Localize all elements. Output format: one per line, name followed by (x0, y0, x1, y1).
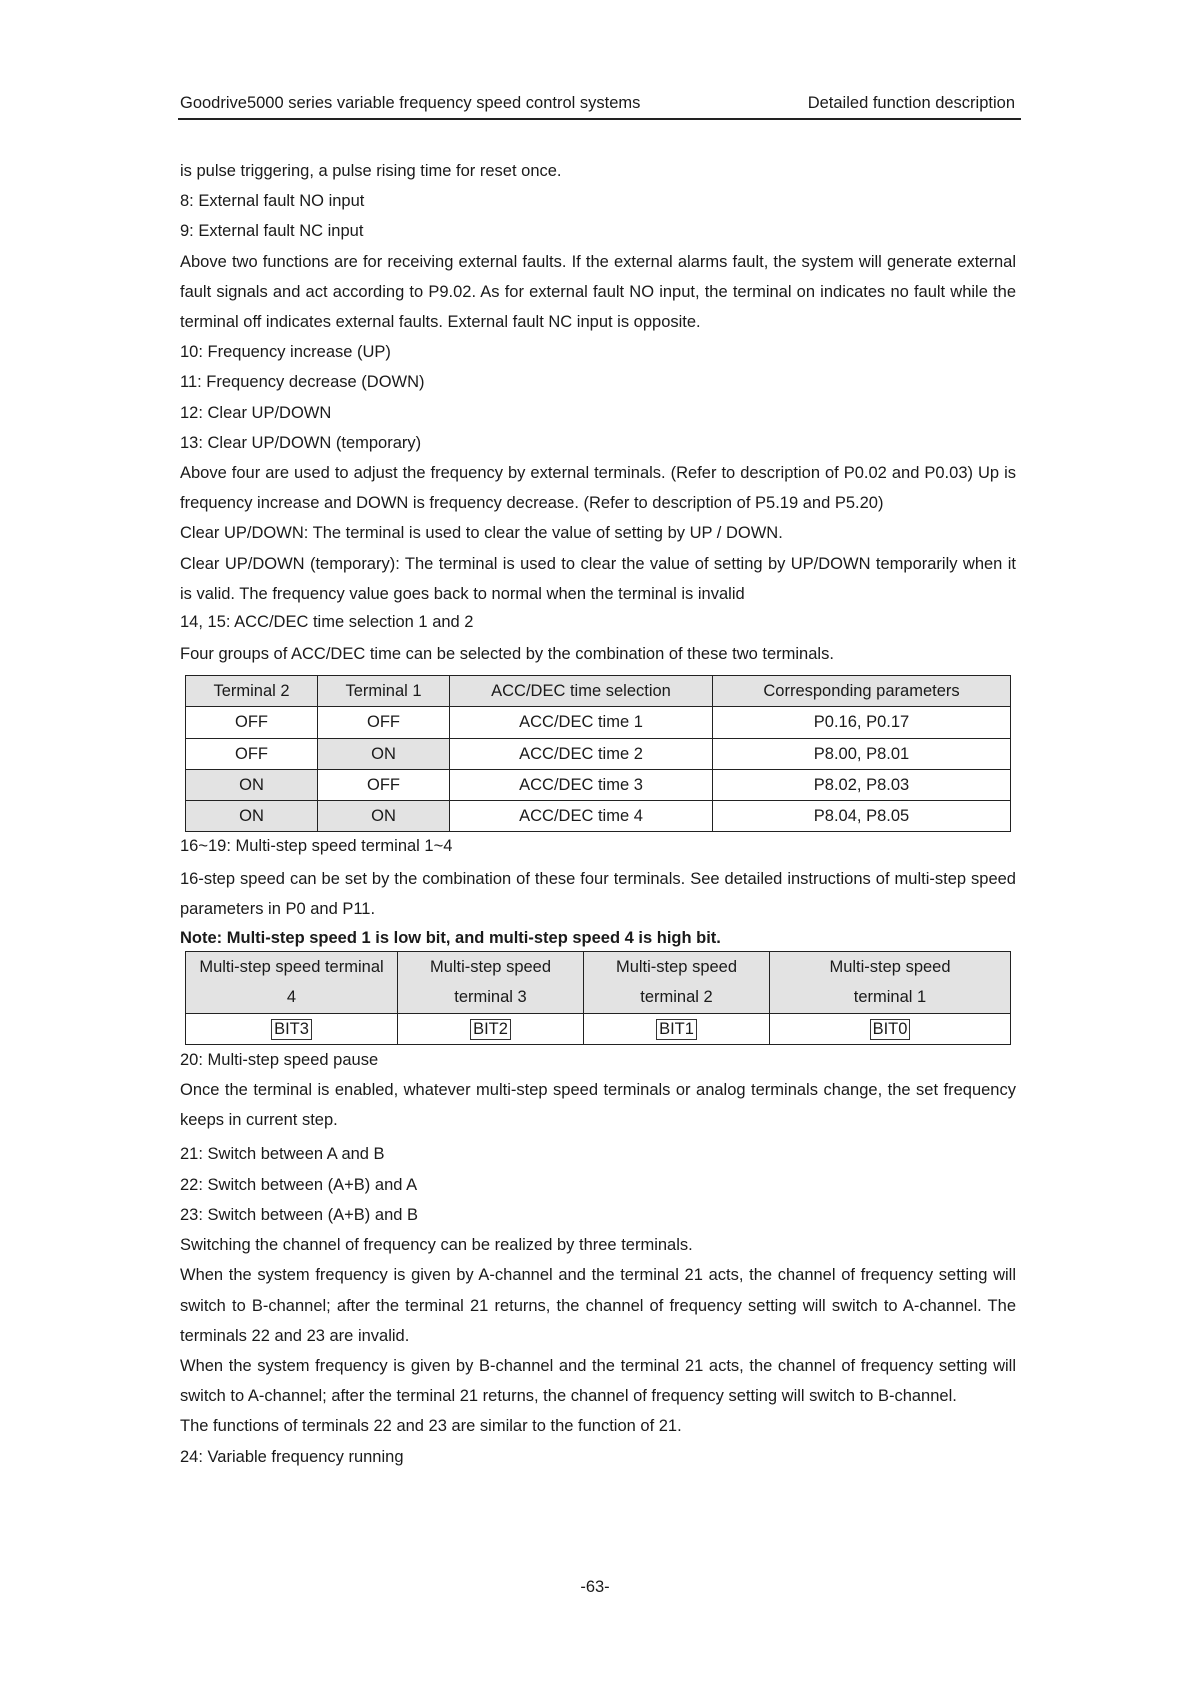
page-number: -63- (580, 1578, 610, 1596)
header-line: Multi-step speed (829, 958, 951, 977)
paragraph: 20: Multi-step speed pause (180, 1050, 379, 1069)
table-cell: OFF (186, 707, 318, 738)
table-cell: OFF (318, 707, 450, 738)
paragraph: Above four are used to adjust the frequency by external terminals. (Refer to description of P0.02 and P0.03) Up is frequency increase and DOWN is frequency decrease. (Refer to description of P5.19 and P5.20) (180, 464, 1016, 513)
page-header (178, 92, 1021, 120)
table-header-cell (584, 951, 770, 1013)
paragraph: When the system frequency is given by B-channel and the terminal 21 acts, the channel of frequency setting will switch to A-channel; after the terminal 21 returns, the channel of frequency setting will switch to B-channel. (180, 1356, 1016, 1406)
bit-label: BIT2 (470, 1019, 511, 1040)
table-cell: ON (318, 801, 450, 832)
table-cell: P8.04, P8.05 (713, 801, 1011, 832)
paragraph: 16~19: Multi-step speed terminal 1~4 (180, 837, 453, 856)
header-line: 4 (286, 988, 297, 1007)
header-line: terminal 1 (853, 988, 927, 1007)
table-header-cell: Corresponding parameters (713, 676, 1011, 707)
table-row (186, 1013, 1011, 1044)
table-cell: P8.02, P8.03 (713, 769, 1011, 800)
table-cell: P0.16, P0.17 (713, 707, 1011, 738)
paragraph: Clear UP/DOWN: The terminal is used to clear the value of setting by UP / DOWN. (180, 524, 783, 543)
table-header-cell (770, 951, 1011, 1013)
table-cell: ACC/DEC time 1 (450, 707, 713, 738)
document-body (180, 156, 1016, 1472)
table-header-cell (186, 951, 398, 1013)
table-cell: OFF (318, 769, 450, 800)
table-cell: ON (186, 769, 318, 800)
bit-label: BIT3 (271, 1019, 312, 1040)
paragraph: is pulse triggering, a pulse rising time for reset once. (180, 162, 562, 180)
table-cell: OFF (186, 738, 318, 769)
table-cell: ON (318, 738, 450, 769)
paragraph: 14, 15: ACC/DEC time selection 1 and 2 (180, 613, 474, 632)
header-line: terminal 3 (454, 988, 527, 1007)
table-row (186, 801, 1011, 832)
table-cell (770, 1013, 1011, 1044)
table-header-cell (398, 951, 584, 1013)
table-row (186, 769, 1011, 800)
table-cell: ON (186, 801, 318, 832)
paragraph: Switching the channel of frequency can be realized by three terminals. (180, 1236, 693, 1255)
table-row (186, 738, 1011, 769)
bit-label: BIT1 (656, 1019, 697, 1040)
paragraph: 13: Clear UP/DOWN (temporary) (180, 433, 422, 452)
note: Note: Multi-step speed 1 is low bit, and multi-step speed 4 is high bit. (180, 928, 721, 947)
header-line: terminal 2 (640, 988, 713, 1007)
header-line: Multi-step speed (429, 958, 552, 977)
paragraph: 8: External fault NO input (180, 192, 365, 211)
table-cell: ACC/DEC time 3 (450, 769, 713, 800)
multi-step-speed-bit-table (185, 951, 1011, 1045)
table-header-cell: Terminal 1 (318, 676, 450, 707)
table-header-row (186, 676, 1011, 707)
header-title: Goodrive5000 series variable frequency speed control systems (180, 94, 641, 112)
table-cell (398, 1013, 584, 1044)
paragraph: 12: Clear UP/DOWN (180, 403, 332, 422)
paragraph: 21: Switch between A and B (180, 1145, 385, 1164)
table-header-cell: Terminal 2 (186, 676, 318, 707)
paragraph: 22: Switch between (A+B) and A (180, 1175, 418, 1194)
table-cell: ACC/DEC time 2 (450, 738, 713, 769)
paragraph: 24: Variable frequency running (180, 1447, 404, 1466)
paragraph: Above two functions are for receiving external faults. If the external alarms fault, the system will generate external fault signals and act according to P9.02. As for external fault NO input, the terminal on indicates no fault while the terminal off indicates external faults. External fault NC input is opposite. (180, 252, 1016, 332)
header-line: Multi-step speed terminal (199, 958, 384, 977)
paragraph: The functions of terminals 22 and 23 are similar to the function of 21. (180, 1417, 682, 1436)
table-header-cell: ACC/DEC time selection (450, 676, 713, 707)
paragraph: 16-step speed can be set by the combination of these four terminals. See detailed instructions of multi-step speed parameters in P0 and P11. (180, 870, 1016, 919)
bit-label: BIT0 (870, 1019, 911, 1040)
paragraph: Four groups of ACC/DEC time can be selected by the combination of these two terminals. (180, 645, 834, 664)
paragraph: Clear UP/DOWN (temporary): The terminal is used to clear the value of setting by UP/DOWN temporarily when it is valid. The frequency value goes back to normal when the terminal is invalid (180, 554, 1016, 603)
table-cell: ACC/DEC time 4 (450, 801, 713, 832)
table-cell (584, 1013, 770, 1044)
paragraph: 11: Frequency decrease (DOWN) (180, 373, 425, 392)
table-header-row (186, 951, 1011, 1013)
table-row (186, 707, 1011, 738)
paragraph: 10: Frequency increase (UP) (180, 343, 391, 362)
acc-dec-time-table (185, 675, 1011, 832)
header-line: Multi-step speed (615, 958, 738, 977)
table-cell (186, 1013, 398, 1044)
paragraph: Once the terminal is enabled, whatever multi-step speed terminals or analog terminals change, the set frequency keeps in current step. (180, 1081, 1016, 1130)
table-cell: P8.00, P8.01 (713, 738, 1011, 769)
paragraph: 23: Switch between (A+B) and B (180, 1205, 419, 1224)
paragraph: 9: External fault NC input (180, 222, 364, 241)
header-section: Detailed function description (807, 94, 1015, 112)
paragraph: When the system frequency is given by A-channel and the terminal 21 acts, the channel of frequency setting will switch to B-channel; after the terminal 21 returns, the channel of frequency setting will switch to A-channel. The terminals 22 and 23 are invalid. (180, 1266, 1016, 1345)
